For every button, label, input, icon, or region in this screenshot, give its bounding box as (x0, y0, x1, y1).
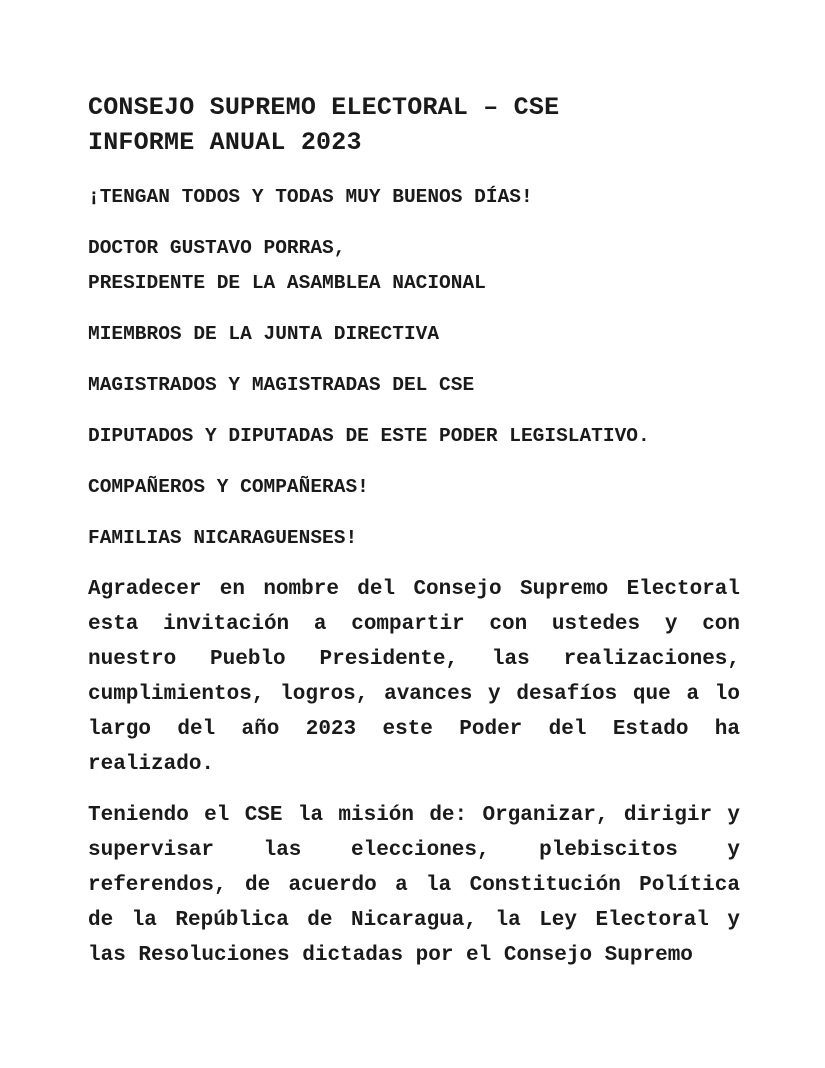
title-line-2: INFORME ANUAL 2023 (88, 128, 362, 157)
paragraph-acknowledgement: Agradecer en nombre del Consejo Supremo Electoral esta invitación a compartir con ustedes y con nuestro Pueblo Presidente, las realizaciones, cumplimientos, logros, avances y desafíos que a lo largo del año 2023 este Poder del Estado ha realizado. (88, 578, 740, 776)
document-title (88, 90, 740, 160)
addressee-comrades: COMPAÑEROS Y COMPAÑERAS! (88, 476, 369, 498)
addressee-magistrates: MAGISTRADOS Y MAGISTRADAS DEL CSE (88, 374, 475, 396)
greeting: ¡TENGAN TODOS Y TODAS MUY BUENOS DÍAS! (88, 186, 533, 208)
president-title: PRESIDENTE DE LA ASAMBLEA NACIONAL (88, 272, 486, 294)
addressee-president (88, 231, 740, 301)
document-page (88, 90, 740, 989)
title-line-1: CONSEJO SUPREMO ELECTORAL – CSE (88, 93, 560, 122)
addressee-families: FAMILIAS NICARAGUENSES! (88, 527, 358, 549)
addressee-board: MIEMBROS DE LA JUNTA DIRECTIVA (88, 323, 440, 345)
president-name: DOCTOR GUSTAVO PORRAS, (88, 237, 346, 259)
paragraph-mission: Teniendo el CSE la misión de: Organizar, dirigir y supervisar las elecciones, plebiscitos y referendos, de acuerdo a la Constitución Política de la República de Nicaragua, la Ley Electoral y las Resoluciones dictadas por el Consejo Supremo (88, 804, 740, 967)
addressee-deputies: DIPUTADOS Y DIPUTADAS DE ESTE PODER LEGISLATIVO. (88, 425, 650, 447)
